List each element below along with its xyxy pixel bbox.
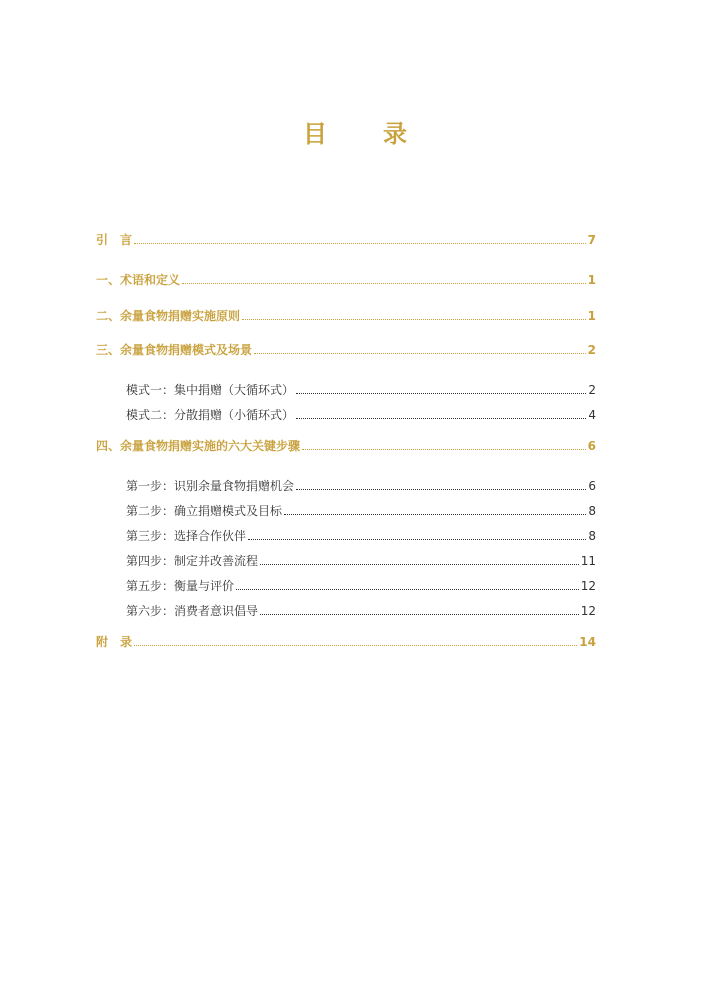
toc-page-number: 6 xyxy=(588,479,596,493)
toc-page-number: 4 xyxy=(588,408,596,422)
toc-dot-leader xyxy=(260,614,579,615)
toc-entry-label: 第六步：消费者意识倡导 xyxy=(126,604,259,618)
toc-entry-label: 第五步：衡量与评价 xyxy=(126,579,235,593)
toc-entry-label: 模式一：集中捐赠（大循环式） xyxy=(126,383,295,397)
toc-page-number: 8 xyxy=(588,504,596,518)
toc-entry-section-3[interactable] xyxy=(96,340,596,358)
toc-dot-leader xyxy=(248,539,586,540)
toc-entry-section-4-3[interactable] xyxy=(126,526,596,544)
toc-entry-section-4-2[interactable] xyxy=(126,501,596,519)
toc-entry-label: 第四步：制定并改善流程 xyxy=(126,554,259,568)
toc-entry-label: 第二步：确立捐赠模式及目标 xyxy=(126,504,283,518)
toc-dot-leader xyxy=(296,489,586,490)
toc-entry-section-3-1[interactable] xyxy=(126,380,596,398)
toc-entry-section-4-4[interactable] xyxy=(126,551,596,569)
toc-entry-section-4[interactable] xyxy=(96,436,596,454)
toc-page-number: 8 xyxy=(588,529,596,543)
toc-page-number: 6 xyxy=(587,439,596,453)
toc-entry-label: 引 言 xyxy=(96,233,133,247)
toc-dot-leader xyxy=(296,393,586,394)
toc-entry-section-3-2[interactable] xyxy=(126,405,596,423)
toc-page-number: 2 xyxy=(588,383,596,397)
toc-dot-leader xyxy=(254,353,586,354)
toc-entry-intro[interactable] xyxy=(96,230,596,248)
toc-page-number: 12 xyxy=(580,604,596,618)
toc-entry-section-4-6[interactable] xyxy=(126,601,596,619)
toc-page-number: 1 xyxy=(587,309,596,323)
toc-entry-section-2[interactable] xyxy=(96,306,596,324)
toc-page-number: 1 xyxy=(587,273,596,287)
toc-page-number: 2 xyxy=(587,343,596,357)
toc-dot-leader xyxy=(260,564,579,565)
toc-dot-leader xyxy=(296,418,586,419)
toc-dot-leader xyxy=(134,645,577,646)
toc-dot-leader xyxy=(134,243,586,244)
toc-entry-label: 附 录 xyxy=(96,635,133,649)
toc-entry-label: 模式二：分散捐赠（小循环式） xyxy=(126,408,295,422)
toc-page-number: 7 xyxy=(587,233,596,247)
toc-entry-appendix[interactable] xyxy=(96,632,596,650)
toc-entry-label: 三、余量食物捐赠模式及场景 xyxy=(96,343,253,357)
toc-dot-leader xyxy=(242,319,586,320)
toc-dot-leader xyxy=(182,283,586,284)
toc-page-number: 14 xyxy=(579,635,596,649)
toc-dot-leader xyxy=(284,514,586,515)
toc-entry-label: 四、余量食物捐赠实施的六大关键步骤 xyxy=(96,439,301,453)
toc-entry-section-1[interactable] xyxy=(96,270,596,288)
toc-entry-section-4-1[interactable] xyxy=(126,476,596,494)
toc-entry-label: 一、术语和定义 xyxy=(96,273,181,287)
toc-dot-leader xyxy=(302,449,586,450)
toc-page-number: 11 xyxy=(580,554,596,568)
toc-entry-label: 第三步：选择合作伙伴 xyxy=(126,529,247,543)
toc-entry-label: 第一步：识别余量食物捐赠机会 xyxy=(126,479,295,493)
toc-page-number: 12 xyxy=(580,579,596,593)
toc-entry-section-4-5[interactable] xyxy=(126,576,596,594)
toc-entry-label: 二、余量食物捐赠实施原则 xyxy=(96,309,241,323)
page-title: 目 录 xyxy=(303,120,423,148)
toc-dot-leader xyxy=(236,589,579,590)
